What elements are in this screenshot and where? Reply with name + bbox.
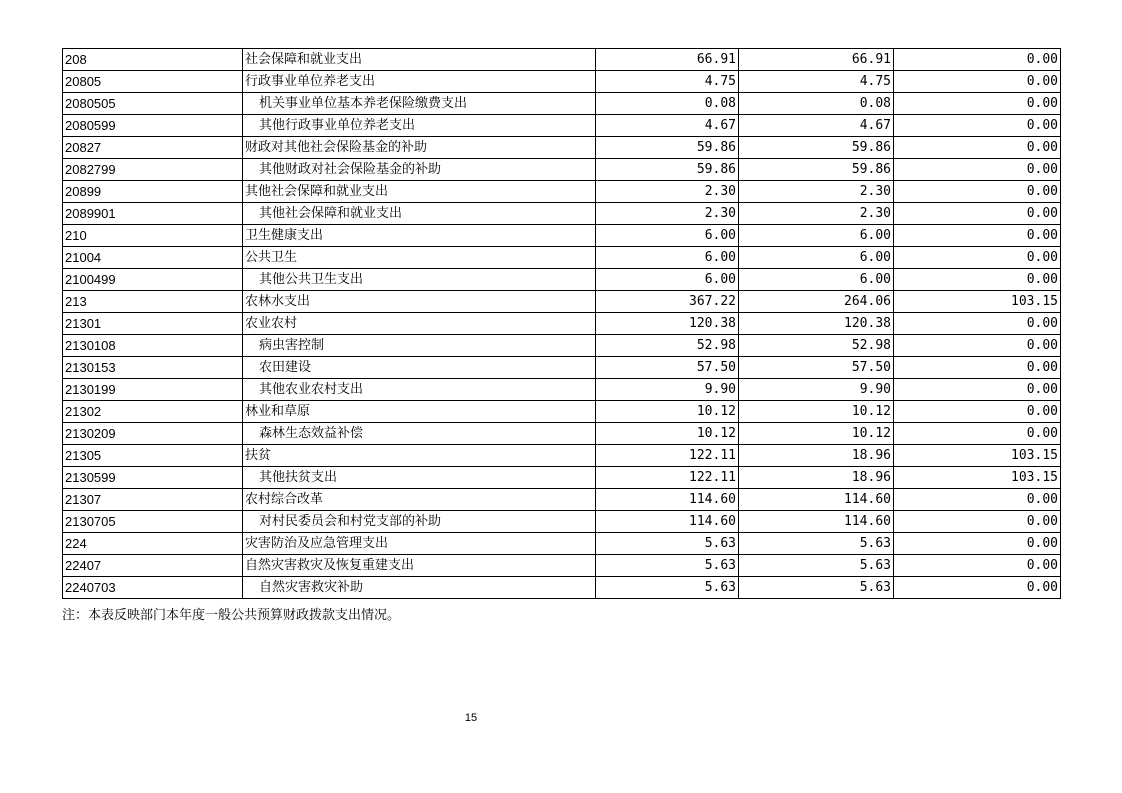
basic-expenditure-cell: 4.67: [739, 115, 894, 137]
project-expenditure-cell: 0.00: [894, 313, 1061, 335]
total-amount-cell: 5.63: [596, 533, 739, 555]
basic-expenditure-cell: 59.86: [739, 159, 894, 181]
subject-code-cell: 21004: [63, 247, 243, 269]
table-body: [63, 49, 1061, 599]
total-amount-cell: 120.38: [596, 313, 739, 335]
table-row: [63, 313, 1061, 335]
subject-name-cell: 其他行政事业单位养老支出: [243, 115, 596, 137]
project-expenditure-cell: 0.00: [894, 93, 1061, 115]
basic-expenditure-cell: 114.60: [739, 489, 894, 511]
project-expenditure-cell: 0.00: [894, 137, 1061, 159]
table-row: [63, 247, 1061, 269]
basic-expenditure-cell: 57.50: [739, 357, 894, 379]
total-amount-cell: 5.63: [596, 577, 739, 599]
total-amount-cell: 0.08: [596, 93, 739, 115]
total-amount-cell: 59.86: [596, 137, 739, 159]
table-row: [63, 335, 1061, 357]
subject-code-cell: 21301: [63, 313, 243, 335]
subject-name-cell: 灾害防治及应急管理支出: [243, 533, 596, 555]
subject-code-cell: 208: [63, 49, 243, 71]
table-row: [63, 379, 1061, 401]
subject-code-cell: 22407: [63, 555, 243, 577]
table-row: [63, 357, 1061, 379]
project-expenditure-cell: 0.00: [894, 577, 1061, 599]
table-row: [63, 467, 1061, 489]
basic-expenditure-cell: 264.06: [739, 291, 894, 313]
subject-code-cell: 2089901: [63, 203, 243, 225]
basic-expenditure-cell: 5.63: [739, 533, 894, 555]
subject-code-cell: 2080505: [63, 93, 243, 115]
project-expenditure-cell: 0.00: [894, 225, 1061, 247]
project-expenditure-cell: 103.15: [894, 291, 1061, 313]
subject-name-cell: 农田建设: [243, 357, 596, 379]
table-row: [63, 577, 1061, 599]
project-expenditure-cell: 0.00: [894, 401, 1061, 423]
total-amount-cell: 5.63: [596, 555, 739, 577]
basic-expenditure-cell: 10.12: [739, 423, 894, 445]
table-row: [63, 511, 1061, 533]
total-amount-cell: 4.75: [596, 71, 739, 93]
subject-name-cell: 公共卫生: [243, 247, 596, 269]
subject-code-cell: 210: [63, 225, 243, 247]
basic-expenditure-cell: 6.00: [739, 225, 894, 247]
total-amount-cell: 367.22: [596, 291, 739, 313]
total-amount-cell: 10.12: [596, 401, 739, 423]
table-row: [63, 269, 1061, 291]
subject-name-cell: 其他农业农村支出: [243, 379, 596, 401]
subject-code-cell: 20827: [63, 137, 243, 159]
project-expenditure-cell: 0.00: [894, 181, 1061, 203]
table-row: [63, 555, 1061, 577]
basic-expenditure-cell: 6.00: [739, 269, 894, 291]
subject-name-cell: 病虫害控制: [243, 335, 596, 357]
subject-name-cell: 社会保障和就业支出: [243, 49, 596, 71]
table-note: 注：本表反映部门本年度一般公共预算财政拨款支出情况。: [62, 608, 401, 623]
basic-expenditure-cell: 18.96: [739, 445, 894, 467]
subject-name-cell: 机关事业单位基本养老保险缴费支出: [243, 93, 596, 115]
subject-name-cell: 财政对其他社会保险基金的补助: [243, 137, 596, 159]
subject-code-cell: 20899: [63, 181, 243, 203]
project-expenditure-cell: 103.15: [894, 467, 1061, 489]
basic-expenditure-cell: 114.60: [739, 511, 894, 533]
subject-code-cell: 2240703: [63, 577, 243, 599]
subject-name-cell: 其他财政对社会保险基金的补助: [243, 159, 596, 181]
subject-name-cell: 自然灾害救灾及恢复重建支出: [243, 555, 596, 577]
subject-code-cell: 21302: [63, 401, 243, 423]
total-amount-cell: 9.90: [596, 379, 739, 401]
subject-name-cell: 行政事业单位养老支出: [243, 71, 596, 93]
subject-name-cell: 卫生健康支出: [243, 225, 596, 247]
total-amount-cell: 10.12: [596, 423, 739, 445]
table-row: [63, 71, 1061, 93]
project-expenditure-cell: 0.00: [894, 269, 1061, 291]
project-expenditure-cell: 0.00: [894, 511, 1061, 533]
table-row: [63, 423, 1061, 445]
table-row: [63, 137, 1061, 159]
basic-expenditure-cell: 66.91: [739, 49, 894, 71]
page-number: 15: [464, 712, 478, 724]
table-row: [63, 533, 1061, 555]
subject-name-cell: 自然灾害救灾补助: [243, 577, 596, 599]
subject-name-cell: 对村民委员会和村党支部的补助: [243, 511, 596, 533]
basic-expenditure-cell: 5.63: [739, 577, 894, 599]
subject-name-cell: 农林水支出: [243, 291, 596, 313]
table-row: [63, 489, 1061, 511]
subject-name-cell: 扶贫: [243, 445, 596, 467]
table-row: [63, 401, 1061, 423]
table-row: [63, 291, 1061, 313]
table-row: [63, 225, 1061, 247]
subject-code-cell: 2100499: [63, 269, 243, 291]
basic-expenditure-cell: 9.90: [739, 379, 894, 401]
table-row: [63, 181, 1061, 203]
total-amount-cell: 122.11: [596, 445, 739, 467]
table-row: [63, 115, 1061, 137]
subject-code-cell: 2130209: [63, 423, 243, 445]
total-amount-cell: 59.86: [596, 159, 739, 181]
basic-expenditure-cell: 59.86: [739, 137, 894, 159]
project-expenditure-cell: 0.00: [894, 357, 1061, 379]
basic-expenditure-cell: 4.75: [739, 71, 894, 93]
project-expenditure-cell: 0.00: [894, 203, 1061, 225]
basic-expenditure-cell: 0.08: [739, 93, 894, 115]
table-row: [63, 445, 1061, 467]
basic-expenditure-cell: 2.30: [739, 181, 894, 203]
subject-code-cell: 21307: [63, 489, 243, 511]
table-row: [63, 49, 1061, 71]
basic-expenditure-cell: 5.63: [739, 555, 894, 577]
total-amount-cell: 114.60: [596, 511, 739, 533]
subject-name-cell: 农业农村: [243, 313, 596, 335]
total-amount-cell: 6.00: [596, 269, 739, 291]
total-amount-cell: 2.30: [596, 181, 739, 203]
table-row: [63, 159, 1061, 181]
project-expenditure-cell: 0.00: [894, 115, 1061, 137]
project-expenditure-cell: 0.00: [894, 247, 1061, 269]
expenditure-table: [62, 48, 1061, 599]
total-amount-cell: 66.91: [596, 49, 739, 71]
total-amount-cell: 6.00: [596, 247, 739, 269]
subject-code-cell: 2130108: [63, 335, 243, 357]
subject-name-cell: 其他社会保障和就业支出: [243, 181, 596, 203]
subject-code-cell: 2130153: [63, 357, 243, 379]
basic-expenditure-cell: 2.30: [739, 203, 894, 225]
subject-name-cell: 林业和草原: [243, 401, 596, 423]
basic-expenditure-cell: 52.98: [739, 335, 894, 357]
subject-code-cell: 2130199: [63, 379, 243, 401]
subject-code-cell: 2130705: [63, 511, 243, 533]
total-amount-cell: 122.11: [596, 467, 739, 489]
subject-name-cell: 其他公共卫生支出: [243, 269, 596, 291]
project-expenditure-cell: 0.00: [894, 71, 1061, 93]
total-amount-cell: 2.30: [596, 203, 739, 225]
subject-code-cell: 20805: [63, 71, 243, 93]
subject-code-cell: 2082799: [63, 159, 243, 181]
table-row: [63, 93, 1061, 115]
subject-code-cell: 21305: [63, 445, 243, 467]
subject-name-cell: 其他扶贫支出: [243, 467, 596, 489]
subject-code-cell: 2080599: [63, 115, 243, 137]
project-expenditure-cell: 0.00: [894, 533, 1061, 555]
table-row: [63, 203, 1061, 225]
subject-code-cell: 213: [63, 291, 243, 313]
total-amount-cell: 52.98: [596, 335, 739, 357]
subject-name-cell: 农村综合改革: [243, 489, 596, 511]
total-amount-cell: 57.50: [596, 357, 739, 379]
total-amount-cell: 6.00: [596, 225, 739, 247]
subject-name-cell: 森林生态效益补偿: [243, 423, 596, 445]
basic-expenditure-cell: 6.00: [739, 247, 894, 269]
subject-code-cell: 224: [63, 533, 243, 555]
basic-expenditure-cell: 120.38: [739, 313, 894, 335]
project-expenditure-cell: 0.00: [894, 379, 1061, 401]
project-expenditure-cell: 0.00: [894, 49, 1061, 71]
subject-code-cell: 2130599: [63, 467, 243, 489]
project-expenditure-cell: 0.00: [894, 159, 1061, 181]
project-expenditure-cell: 103.15: [894, 445, 1061, 467]
basic-expenditure-cell: 10.12: [739, 401, 894, 423]
project-expenditure-cell: 0.00: [894, 423, 1061, 445]
project-expenditure-cell: 0.00: [894, 489, 1061, 511]
project-expenditure-cell: 0.00: [894, 335, 1061, 357]
basic-expenditure-cell: 18.96: [739, 467, 894, 489]
total-amount-cell: 114.60: [596, 489, 739, 511]
project-expenditure-cell: 0.00: [894, 555, 1061, 577]
subject-name-cell: 其他社会保障和就业支出: [243, 203, 596, 225]
total-amount-cell: 4.67: [596, 115, 739, 137]
